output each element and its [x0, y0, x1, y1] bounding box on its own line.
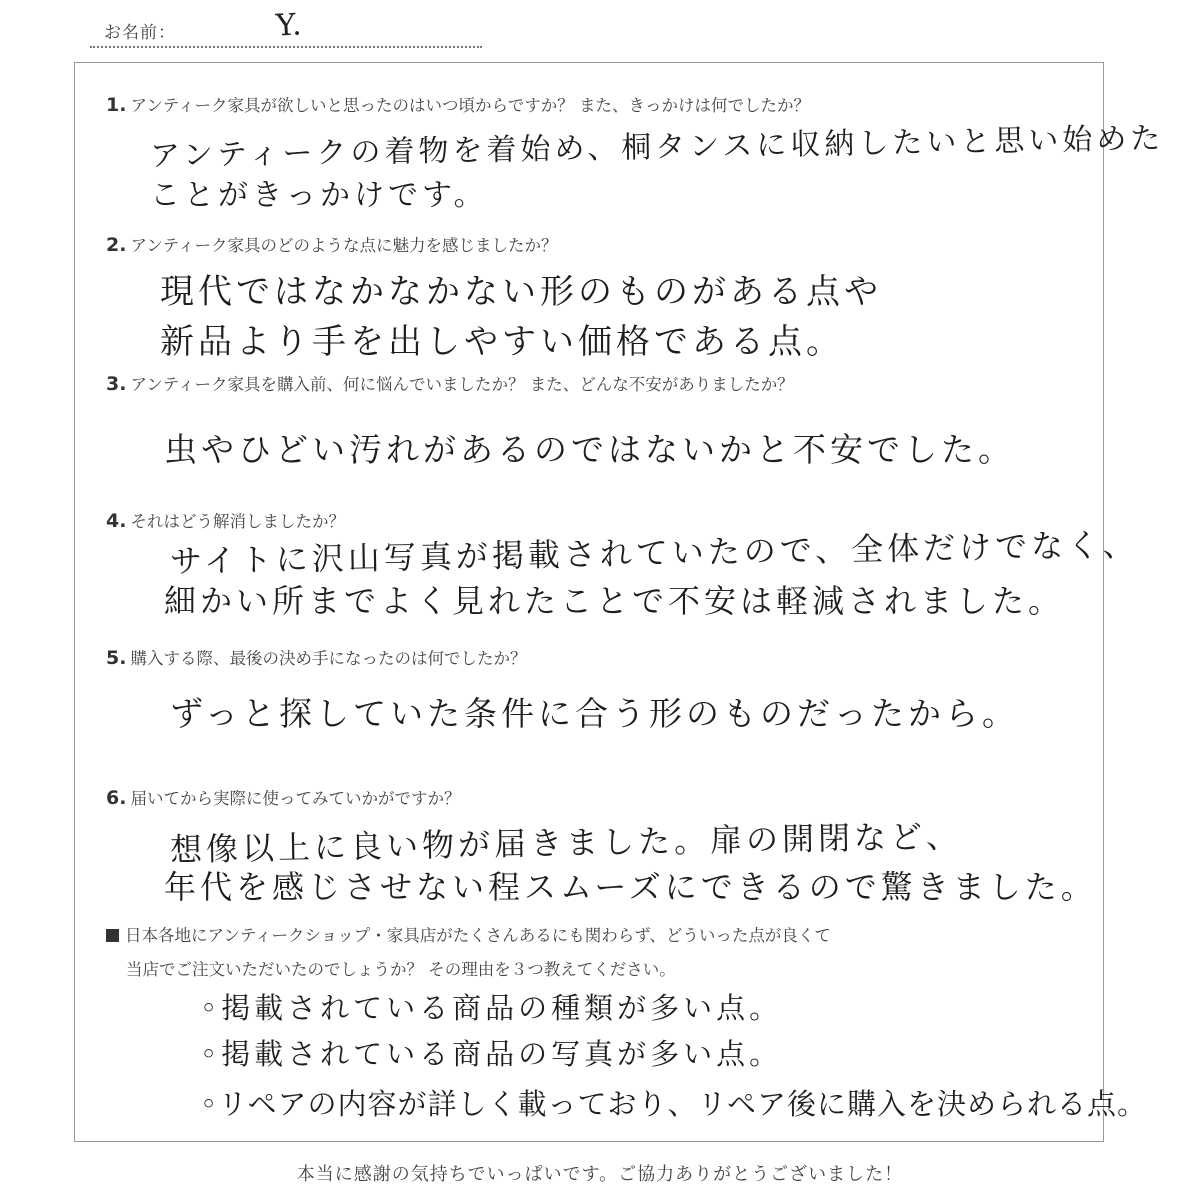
answer-2-line-2: 新品より手を出しやすい価格である点。	[160, 322, 844, 362]
extra-question-text-1: 日本各地にアンティークショップ・家具店がたくさんあるにも関わらず、どういった点が良くて	[125, 926, 831, 945]
name-value: Y.	[275, 7, 303, 44]
extra-question-line-1	[106, 922, 831, 946]
question-1	[106, 92, 810, 116]
answer-5-line-1: ずっと探していた条件に合う形のものだったから。	[170, 694, 1020, 733]
extra-question-line-2: 当店でご注文いただいたのでしょうか？ その理由を３つ教えてください。	[126, 960, 676, 979]
extra-answer-2: ◦掲載されている商品の写真が多い点。	[200, 1037, 783, 1071]
question-4	[106, 508, 345, 532]
question-5	[106, 645, 526, 669]
footer-thanks: 本当に感謝の気持ちでいっぱいです。ご協力ありがとうございました！	[296, 1164, 904, 1185]
question-4-text: それはどう解消しましたか？	[130, 512, 345, 531]
question-5-text: 購入する際、最後の決め手になったのは何でしたか？	[130, 649, 527, 668]
answer-1-line-2: ことがきっかけです。	[150, 178, 488, 213]
question-3	[106, 371, 794, 395]
question-6-number: 6.	[106, 787, 127, 809]
answer-6-line-1: 想像以上に良い物が届きました。扉の開閉など、	[169, 817, 963, 869]
question-6-text: 届いてから実際に使ってみていかがですか？	[130, 789, 461, 808]
question-6	[106, 785, 460, 809]
square-bullet-icon	[106, 929, 119, 942]
question-1-text: アンティーク家具が欲しいと思ったのはいつ頃からですか？ また、きっかけは何でしたか？	[130, 96, 811, 115]
name-label: お名前：	[104, 22, 176, 43]
answer-2-line-1: 現代ではなかなかない形のものがある点や	[160, 272, 882, 312]
answer-1-line-1: アンティークの着物を着始め、桐タンスに収納したいと思い始めた	[149, 121, 1165, 174]
question-3-number: 3.	[106, 373, 127, 395]
question-4-number: 4.	[106, 510, 127, 532]
name-underline	[90, 46, 482, 48]
question-5-number: 5.	[106, 647, 127, 669]
question-2-number: 2.	[106, 234, 127, 256]
question-2-text: アンティーク家具のどのような点に魅力を感じましたか？	[130, 236, 558, 255]
question-3-text: アンティーク家具を購入前、何に悩んでいましたか？ また、どんな不安がありましたか？	[130, 375, 794, 394]
name-row	[104, 7, 303, 46]
extra-answer-3: ◦リペアの内容が詳しく載っており、リペア後に購入を決められる点。	[200, 1087, 1147, 1121]
question-1-number: 1.	[106, 94, 127, 116]
answer-4-line-2: 細かい所までよく見れたことで不安は軽減されました。	[164, 582, 1065, 620]
answer-6-line-2: 年代を感じさせない程スムーズにできるので驚きました。	[164, 868, 1097, 906]
question-2	[106, 232, 557, 256]
answer-4-line-1: サイトに沢山写真が掲載されていたので、全体だけでなく、	[169, 525, 1139, 581]
answer-3-line-1: 虫やひどい汚れがあるのではないかと不安でした。	[164, 430, 1015, 469]
extra-answer-1: ◦掲載されている商品の種類が多い点。	[200, 991, 783, 1025]
